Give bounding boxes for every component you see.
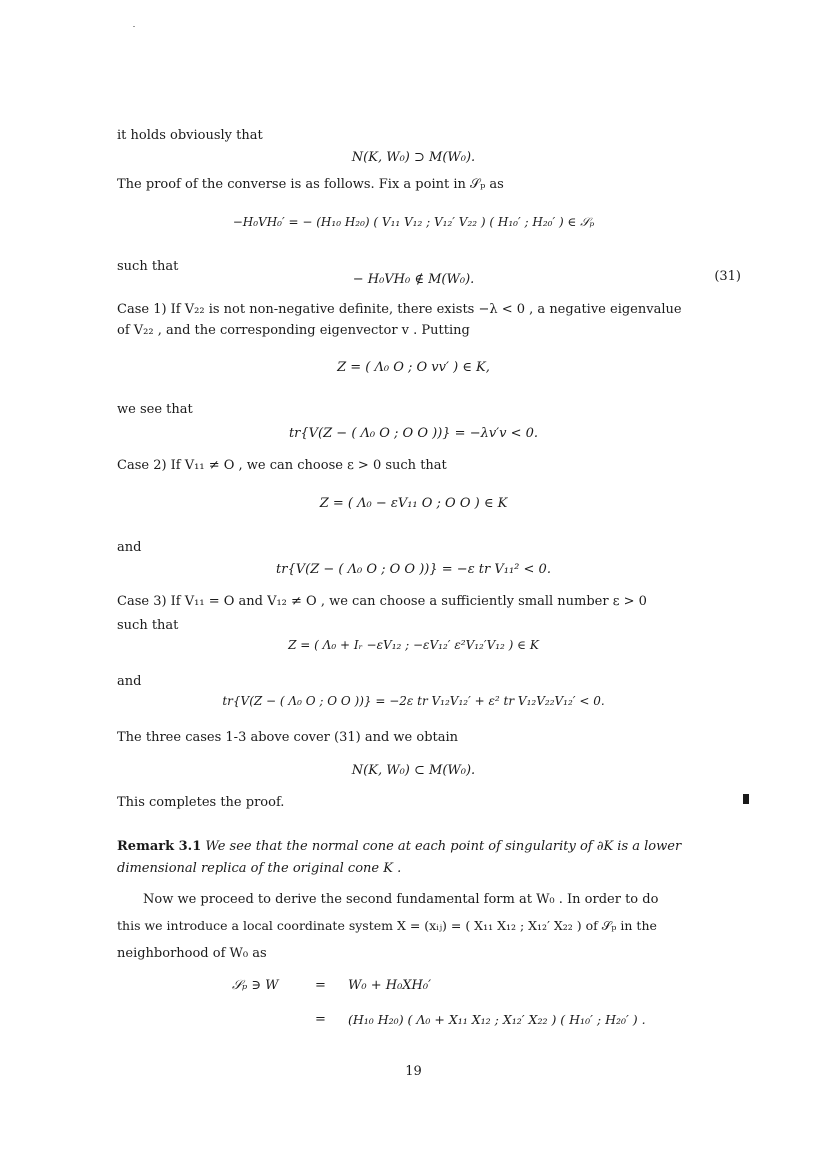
equation: N(K, W₀) ⊃ M(W₀). xyxy=(351,150,476,165)
text-line: and xyxy=(117,540,142,555)
case-1-heading: Case 1) If V₂₂ is not non-negative definite, there exists −λ < 0 , a negative eigenvalue xyxy=(117,302,682,317)
text-line: The proof of the converse is as follows. Fix a point in 𝒮ₚ as xyxy=(117,177,504,192)
scan-speck xyxy=(133,26,135,27)
page-number: 19 xyxy=(405,1064,422,1079)
equation-rhs: (H₁₀ H₂₀) ( Λ₀ + X₁₁ X₁₂ ; X₁₂′ X₂₂ ) ( H₁₀′ ; H₂₀′ ) . xyxy=(348,1012,646,1027)
case-3-heading: Case 3) If V₁₁ = O and V₁₂ ≠ O , we can choose a sufficiently small number ε > 0 xyxy=(117,594,647,609)
equation: tr{V(Z − ( Λ₀ O ; O O ))} = −ε tr V₁₁² < 0. xyxy=(276,562,551,577)
paragraph-line: Now we proceed to derive the second fundamental form at W₀ . In order to do xyxy=(143,892,659,907)
equation-number: (31) xyxy=(714,269,741,284)
equation-lhs: 𝒮ₚ ∋ W xyxy=(232,978,279,993)
text-line: such that xyxy=(117,618,179,633)
equation: Z = ( Λ₀ − εV₁₁ O ; O O ) ∈ K xyxy=(319,496,508,511)
equation: tr{V(Z − ( Λ₀ O ; O O ))} = −λv′v < 0. xyxy=(288,426,539,441)
remark-heading: Remark 3.1 xyxy=(117,839,202,854)
text-line: This completes the proof. xyxy=(117,795,285,810)
text-line: we see that xyxy=(117,402,193,417)
paragraph-line: neighborhood of W₀ as xyxy=(117,946,267,961)
paragraph-line: this we introduce a local coordinate system X = (xᵢⱼ) = ( X₁₁ X₁₂ ; X₁₂′ X₂₂ ) of 𝒮ₚ in the xyxy=(117,918,657,933)
equation: tr{V(Z − ( Λ₀ O ; O O ))} = −2ε tr V₁₂V₁₂′ + ε² tr V₁₂V₂₂V₁₂′ < 0. xyxy=(222,694,605,708)
text-line: it holds obviously that xyxy=(117,128,263,143)
remark-text: dimensional replica of the original cone K . xyxy=(117,861,402,876)
text-line: The three cases 1-3 above cover (31) and we obtain xyxy=(117,730,459,745)
text-line: and xyxy=(117,674,142,689)
equation-rhs: W₀ + H₀XH₀′ xyxy=(348,978,432,993)
equation: N(K, W₀) ⊂ M(W₀). xyxy=(351,763,476,778)
equation: Z = ( Λ₀ O ; O vv′ ) ∈ K, xyxy=(337,360,490,375)
equation-operator: = xyxy=(315,1012,326,1027)
qed-mark xyxy=(743,794,749,804)
equation: −H₀VH₀′ = − (H₁₀ H₂₀) ( V₁₁ V₁₂ ; V₁₂′ V₂₂ ) ( H₁₀′ ; H₂₀′ ) ∈ 𝒮ₚ xyxy=(232,215,595,229)
remark-text: We see that the normal cone at each point of singularity of ∂K is a lower xyxy=(205,839,682,854)
remark-line xyxy=(117,839,681,854)
text-line: such that xyxy=(117,259,179,274)
text-line: of V₂₂ , and the corresponding eigenvector v . Putting xyxy=(117,323,470,338)
equation: Z = ( Λ₀ + Iᵣ −εV₁₂ ; −εV₁₂′ ε²V₁₂′V₁₂ ) ∈ K xyxy=(288,638,539,652)
equation-31: − H₀VH₀ ∉ M(W₀). xyxy=(352,272,475,287)
equation-operator: = xyxy=(315,978,326,993)
case-2-heading: Case 2) If V₁₁ ≠ O , we can choose ε > 0 such that xyxy=(117,458,447,473)
